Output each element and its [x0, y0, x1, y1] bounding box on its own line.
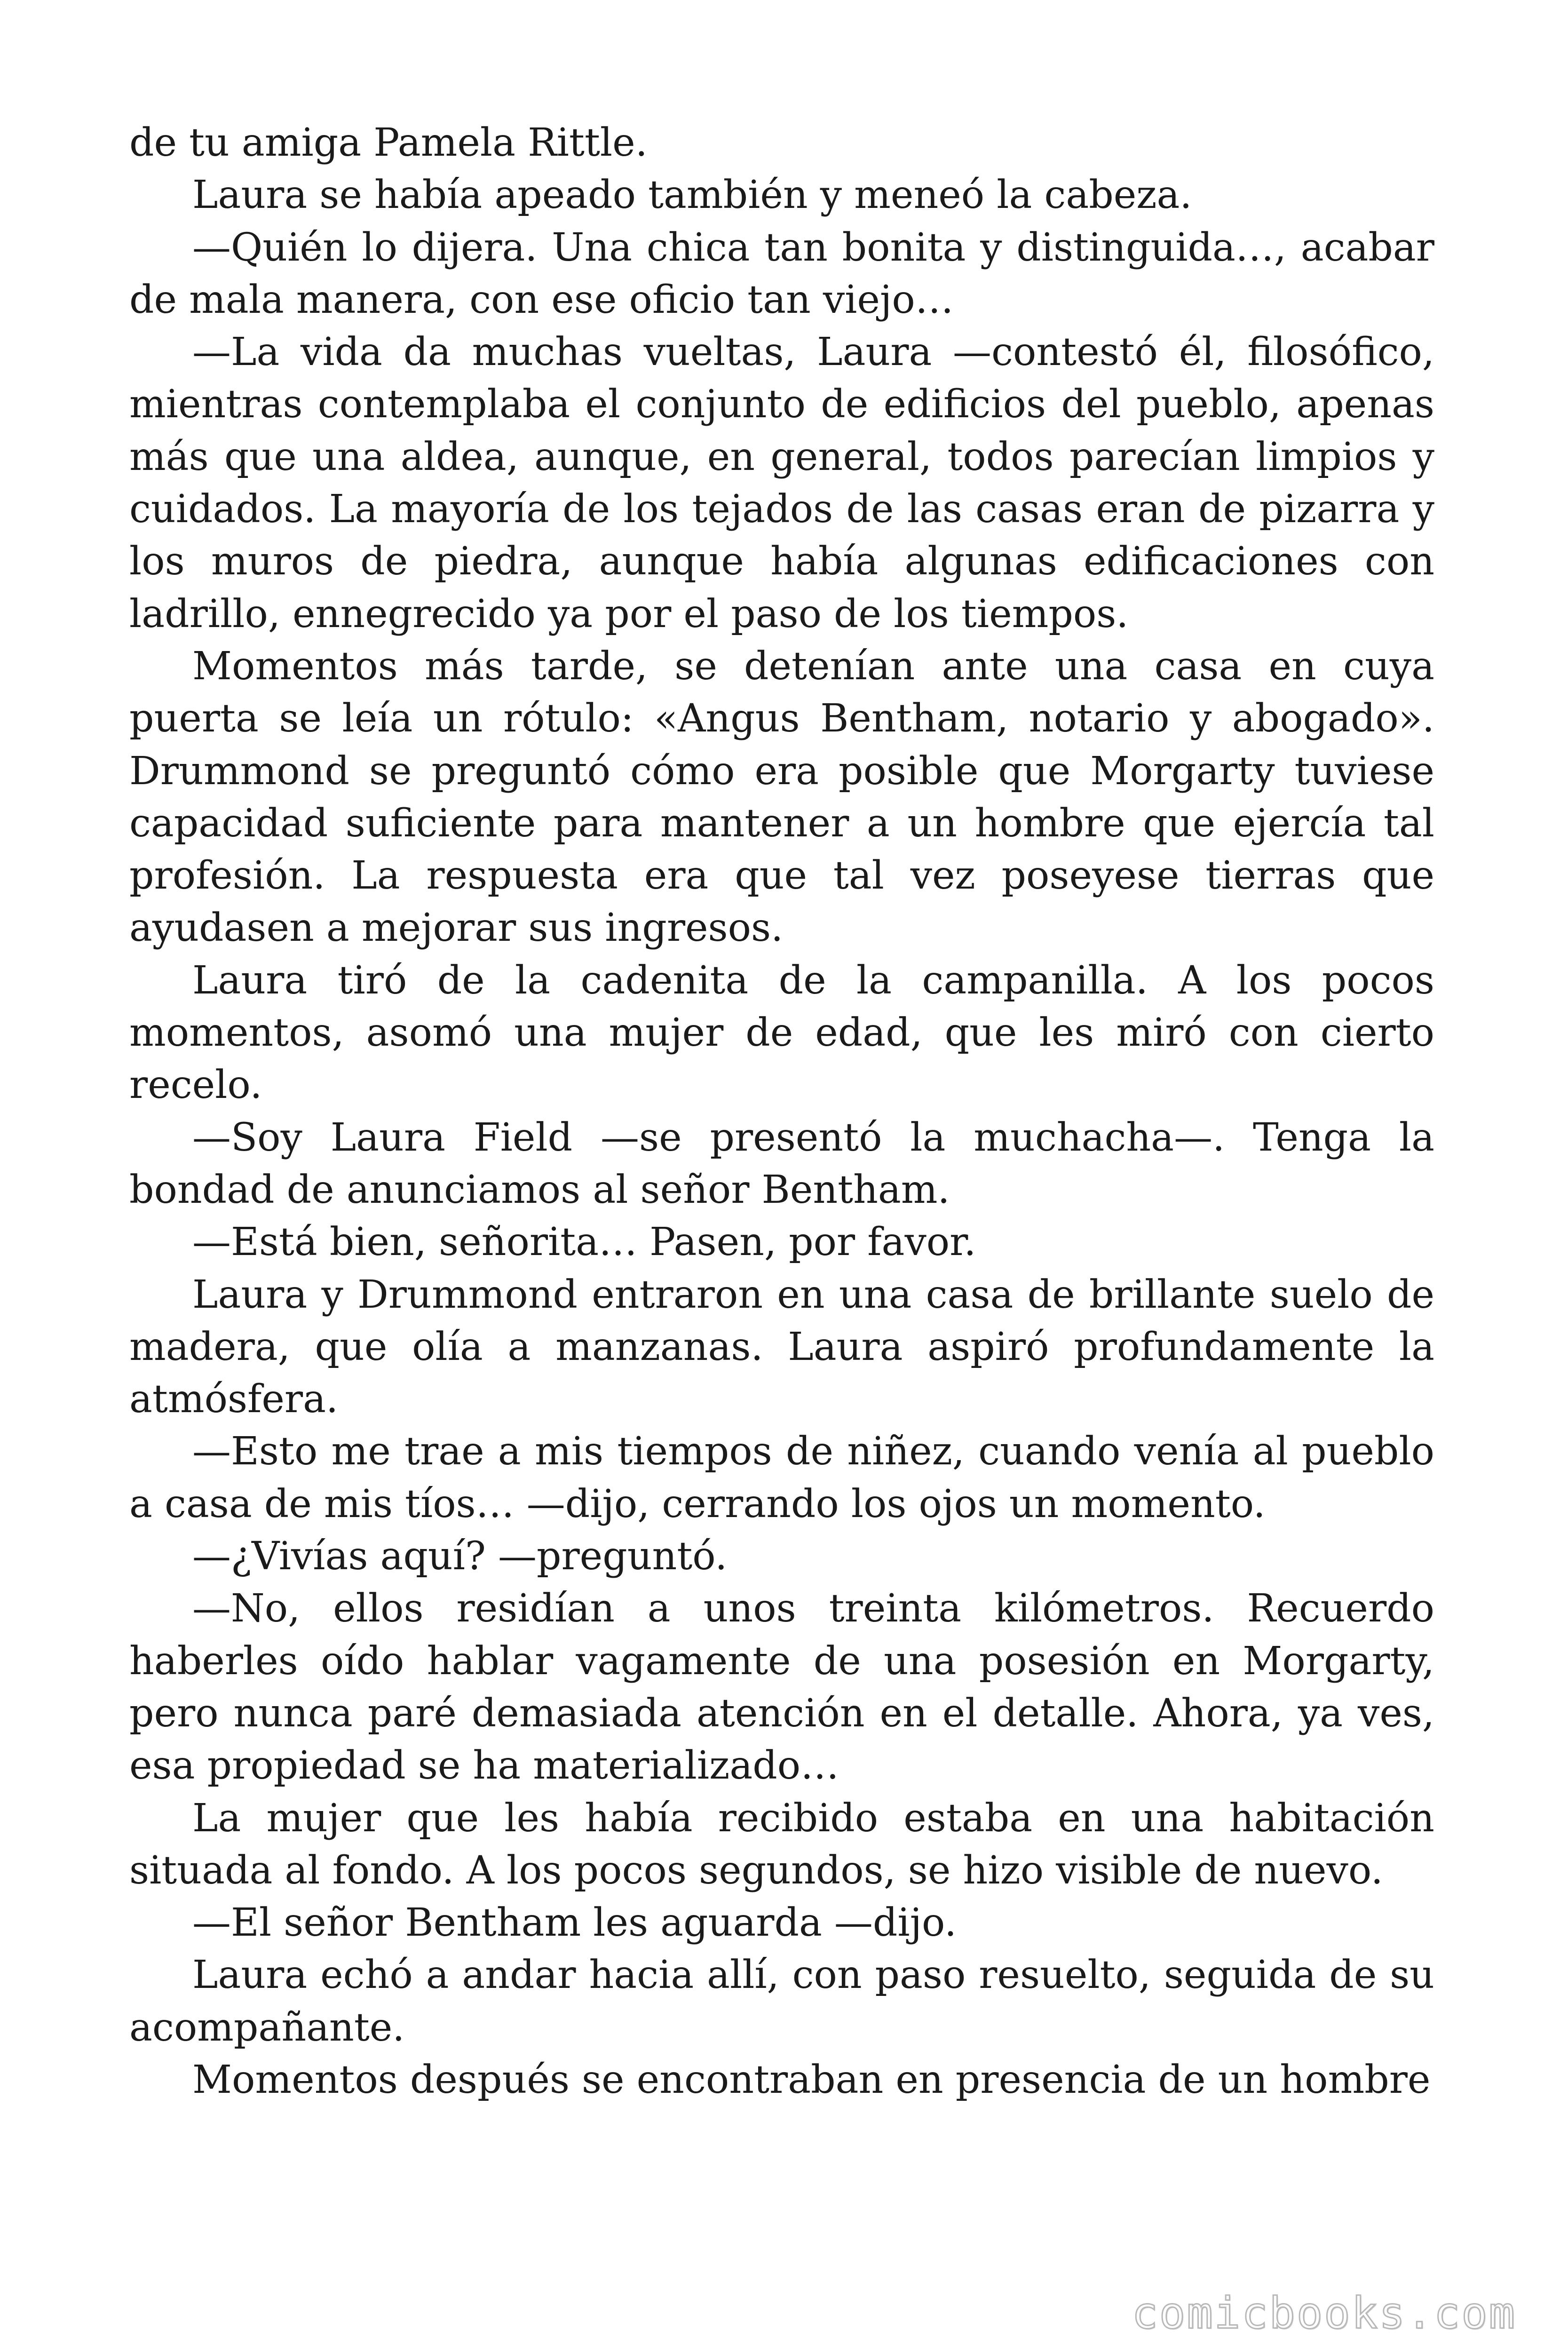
- body-text: [129, 117, 1434, 2106]
- paragraph: —Está bien, señorita… Pasen, por favor.: [192, 1220, 976, 1265]
- paragraph: Laura y Drummond entraron en una casa de brillante suelo de madera, que olía a manzanas. Laura aspiró profundamente la atmósfera.: [129, 1272, 1434, 1422]
- paragraph: —Soy Laura Field —se presentó la muchacha—. Tenga la bondad de anunciamos al señor Bentham.: [129, 1115, 1434, 1212]
- paragraph: Momentos más tarde, se detenían ante una casa en cuya puerta se leía un rótulo: «Angus Bentham, notario y abogado». Drummond se preguntó cómo era posible que Morgarty tuviese capacidad suficiente para mantener a un hombre que ejercía tal profesión. La respuesta era que tal vez poseyese tierras que ayudasen a mejorar sus ingresos.: [129, 644, 1434, 951]
- paragraph: —Quién lo dijera. Una chica tan bonita y distinguida…, acabar de mala manera, con ese oficio tan viejo…: [129, 225, 1434, 322]
- paragraph: —No, ellos residían a unos treinta kilómetros. Recuerdo haberles oído hablar vagamente de una posesión en Morgarty, pero nunca paré demasiada atención en el detalle. Ahora, ya ves, esa propiedad se ha materializado…: [129, 1586, 1434, 1788]
- paragraph: Laura tiró de la cadenita de la campanilla. A los pocos momentos, asomó una mujer de edad, que les miró con cierto recelo.: [129, 958, 1434, 1108]
- paragraph: de tu amiga Pamela Rittle.: [129, 120, 648, 165]
- paragraph: Laura se había apeado también y meneó la cabeza.: [192, 173, 1192, 218]
- paragraph: —La vida da muchas vueltas, Laura —contestó él, filosófico, mientras contemplaba el conjunto de edificios del pueblo, apenas más que una aldea, aunque, en general, todos parecían limpios y cuidados. La mayoría de los tejados de las casas eran de pizarra y los muros de piedra, aunque había algunas edificaciones con ladrillo, ennegrecido ya por el paso de los tiempos.: [129, 330, 1434, 636]
- paragraph: Momentos después se encontraban en presencia de un hombre: [192, 2057, 1431, 2102]
- paragraph: —Esto me trae a mis tiempos de niñez, cuando venía al pueblo a casa de mis tíos… —dijo, cerrando los ojos un momento.: [129, 1429, 1434, 1526]
- paragraph: Laura echó a andar hacia allí, con paso resuelto, seguida de su acompañante.: [129, 1953, 1434, 2050]
- watermark-logo: comicbooks.com: [1132, 2288, 1516, 2338]
- paragraph: —El señor Bentham les aguarda —dijo.: [192, 1900, 957, 1946]
- paragraph: —¿Vivías aquí? —preguntó.: [192, 1534, 728, 1579]
- paragraph: La mujer que les había recibido estaba en una habitación situada al fondo. A los pocos segundos, se hizo visible de nuevo.: [129, 1796, 1434, 1893]
